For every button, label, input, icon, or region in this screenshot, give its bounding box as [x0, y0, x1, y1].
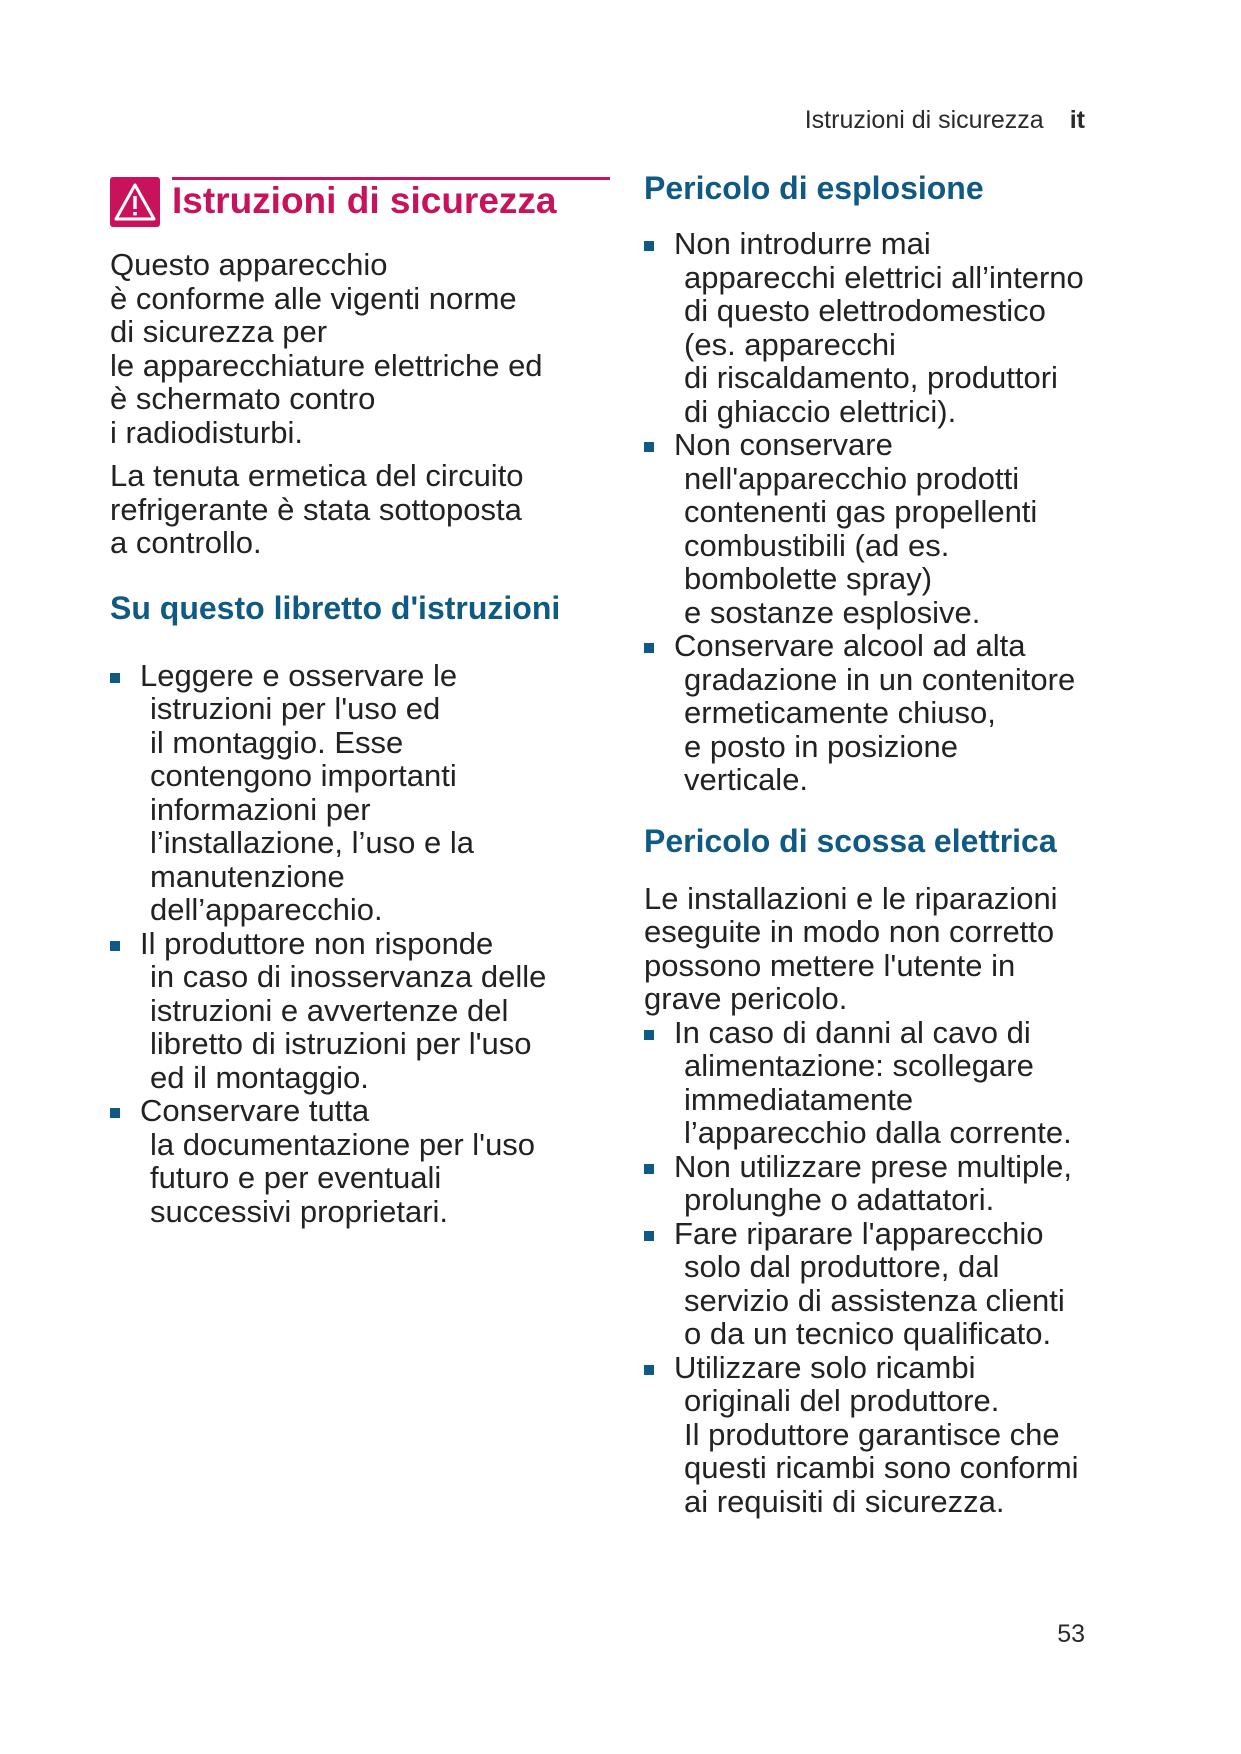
list-item: Non conservare nell'apparecchio prodotti contenenti gas propellenti combustibili (ad es. bombolette spray) e sostanze esplosive.	[644, 428, 1114, 629]
booklet-list	[110, 659, 610, 1229]
header-section: Istruzioni di sicurezza	[804, 106, 1044, 134]
page-title: Istruzioni di sicurezza	[172, 180, 557, 221]
page-number: 53	[1057, 1620, 1085, 1648]
list-item: Conservare tutta la documentazione per l'uso futuro e per eventuali successivi proprietari.	[110, 1094, 610, 1228]
header-language: it	[1069, 106, 1085, 134]
section-heading-booklet: Su questo libretto d'istruzioni	[110, 589, 561, 626]
running-header	[805, 106, 1085, 135]
shock-list	[644, 1016, 1114, 1519]
bullet-icon	[110, 673, 120, 683]
intro-paragraph: Questo apparecchio è conforme alle vigenti norme di sicurezza per le apparecchiature elettriche ed è schermato contro i radiodisturbi.	[110, 247, 543, 450]
section-heading-explosion: Pericolo di esplosione	[644, 170, 984, 206]
explosion-list	[644, 227, 1114, 797]
list-item: Il produttore non risponde in caso di inosservanza delle istruzioni e avvertenze del libretto di istruzioni per l'uso ed il montaggio.	[110, 927, 610, 1095]
warning-triangle-icon	[110, 177, 160, 227]
bullet-icon	[110, 1108, 120, 1118]
bullet-icon	[644, 1231, 654, 1241]
bullet-icon	[644, 1030, 654, 1040]
left-column	[110, 172, 610, 1228]
bullet-icon	[644, 643, 654, 653]
bullet-icon	[110, 941, 120, 951]
bullet-icon	[644, 1164, 654, 1174]
bullet-icon	[644, 1365, 654, 1375]
main-heading	[110, 172, 610, 228]
bullet-icon	[644, 241, 654, 251]
list-item: Non introdurre mai apparecchi elettrici all’interno di questo elettrodomestico (es. apparecchi di riscaldamento, produttori di ghiaccio elettrici).	[644, 227, 1114, 428]
list-item: Utilizzare solo ricambi originali del produttore. Il produttore garantisce che questi ricambi sono conformi ai requisiti di sicurezza.	[644, 1351, 1114, 1519]
bullet-icon	[644, 442, 654, 452]
list-item: Conservare alcool ad alta gradazione in un contenitore ermeticamente chiuso, e posto in posizione verticale.	[644, 629, 1114, 797]
list-item: Leggere e osservare le istruzioni per l'uso ed il montaggio. Esse contengono importanti informazioni per l’installazione, l’uso e la manutenzione dell’apparecchio.	[110, 659, 610, 927]
list-item: Fare riparare l'apparecchio solo dal produttore, dal servizio di assistenza clienti o da un tecnico qualificato.	[644, 1217, 1114, 1351]
list-item: In caso di danni al cavo di alimentazione: scollegare immediatamente l’apparecchio dalla corrente.	[644, 1016, 1114, 1150]
list-item: Non utilizzare prese multiple, prolunghe o adattatori.	[644, 1150, 1114, 1217]
section-heading-shock: Pericolo di scossa elettrica	[644, 822, 1057, 859]
right-column	[644, 170, 1114, 1518]
shock-intro: Le installazioni e le riparazioni eseguite in modo non corretto possono mettere l'utente in grave pericolo.	[644, 880, 1058, 1016]
intro-paragraph-2: La tenuta ermetica del circuito refrigerante è stata sottoposta a controllo.	[110, 458, 524, 560]
